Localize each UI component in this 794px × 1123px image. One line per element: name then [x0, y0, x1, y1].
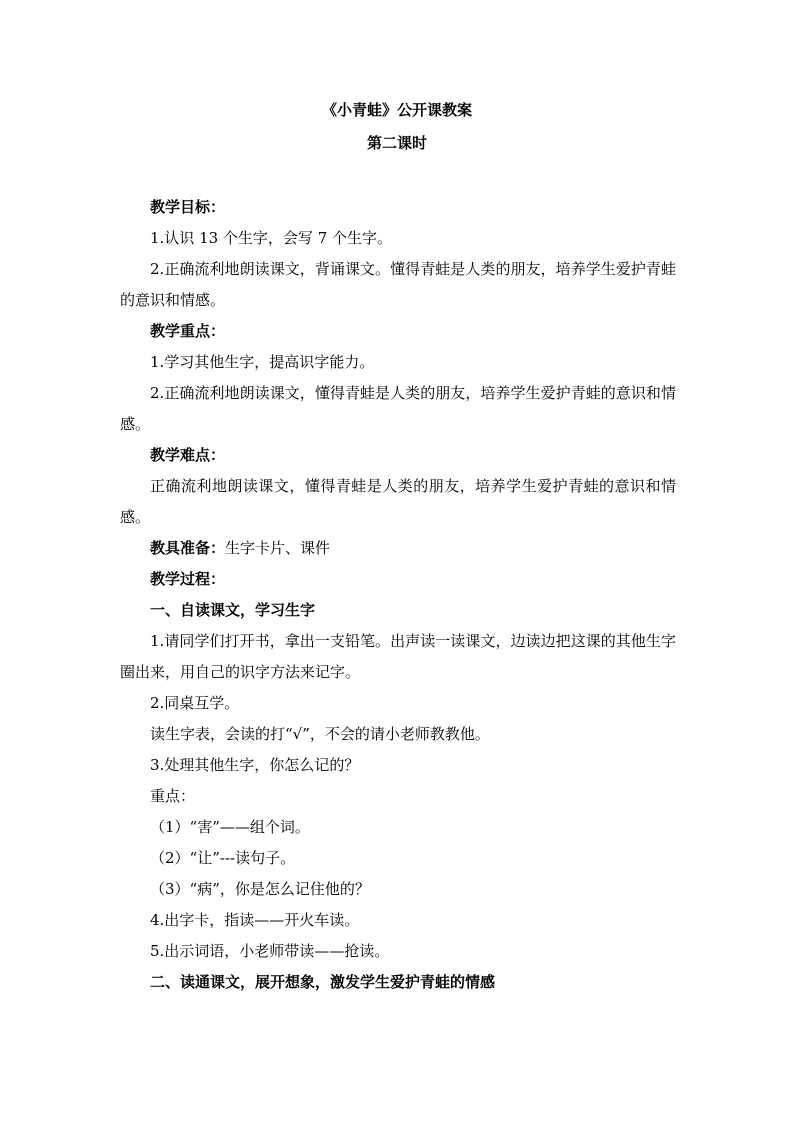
list-item: （3）“病”，你是怎么记住他的？ — [150, 880, 370, 898]
list-item: （1）“害”——组个词。 — [150, 818, 310, 836]
section-heading-difficulties: 教学难点： — [150, 446, 226, 464]
document-body — [120, 192, 676, 998]
paragraph: 1.认识 13 个生字，会写 7 个生字。 — [150, 229, 393, 247]
paragraph: 2.同桌互学。 — [150, 694, 240, 712]
step-heading-1: 一、自读课文，学习生字 — [150, 601, 316, 619]
document-subtitle: 第二课时 — [366, 134, 427, 152]
section-heading-process: 教学过程： — [150, 570, 226, 588]
paragraph: 3.处理其他生字，你怎么记的？ — [150, 756, 360, 774]
paragraph: 1.学习其他生字，提高识字能力。 — [150, 353, 375, 371]
teaching-aids-label: 教具准备： — [150, 539, 226, 557]
paragraph: 5.出示词语，小老师带读——抢读。 — [150, 942, 390, 960]
paragraph: 读生字表，会读的打“√”，不会的请小老师教教他。 — [150, 725, 490, 743]
section-heading-objectives: 教学目标： — [150, 198, 226, 216]
paragraph: 2.正确流利地朗读课文，懂得青蛙是人类的朋友，培养学生爱护青蛙的意识和情感。 — [120, 384, 676, 433]
section-heading-key-points: 教学重点： — [150, 322, 226, 340]
paragraph: 4.出字卡，指读——开火车读。 — [150, 911, 360, 929]
teaching-aids-text: 生字卡片、课件 — [225, 539, 331, 557]
paragraph: 1.请同学们打开书，拿出一支铅笔。出声读一读课文，边读边把这课的其他生字圈出来，用自己的识字方法来记字。 — [120, 632, 676, 681]
teaching-aids-paragraph — [120, 533, 676, 564]
step-heading-2: 二、读通课文，展开想象，激发学生爱护青蛙的情感 — [150, 973, 496, 991]
paragraph: 重点： — [150, 787, 196, 805]
document-title: 《小青蛙》公开课教案 — [321, 101, 472, 119]
list-item: （2）“让”---读句子。 — [150, 849, 296, 867]
paragraph: 正确流利地朗读课文，懂得青蛙是人类的朋友，培养学生爱护青蛙的意识和情感。 — [120, 477, 676, 526]
paragraph: 2.正确流利地朗读课文，背诵课文。懂得青蛙是人类的朋友，培养学生爱护青蛙的意识和情感。 — [120, 260, 676, 309]
